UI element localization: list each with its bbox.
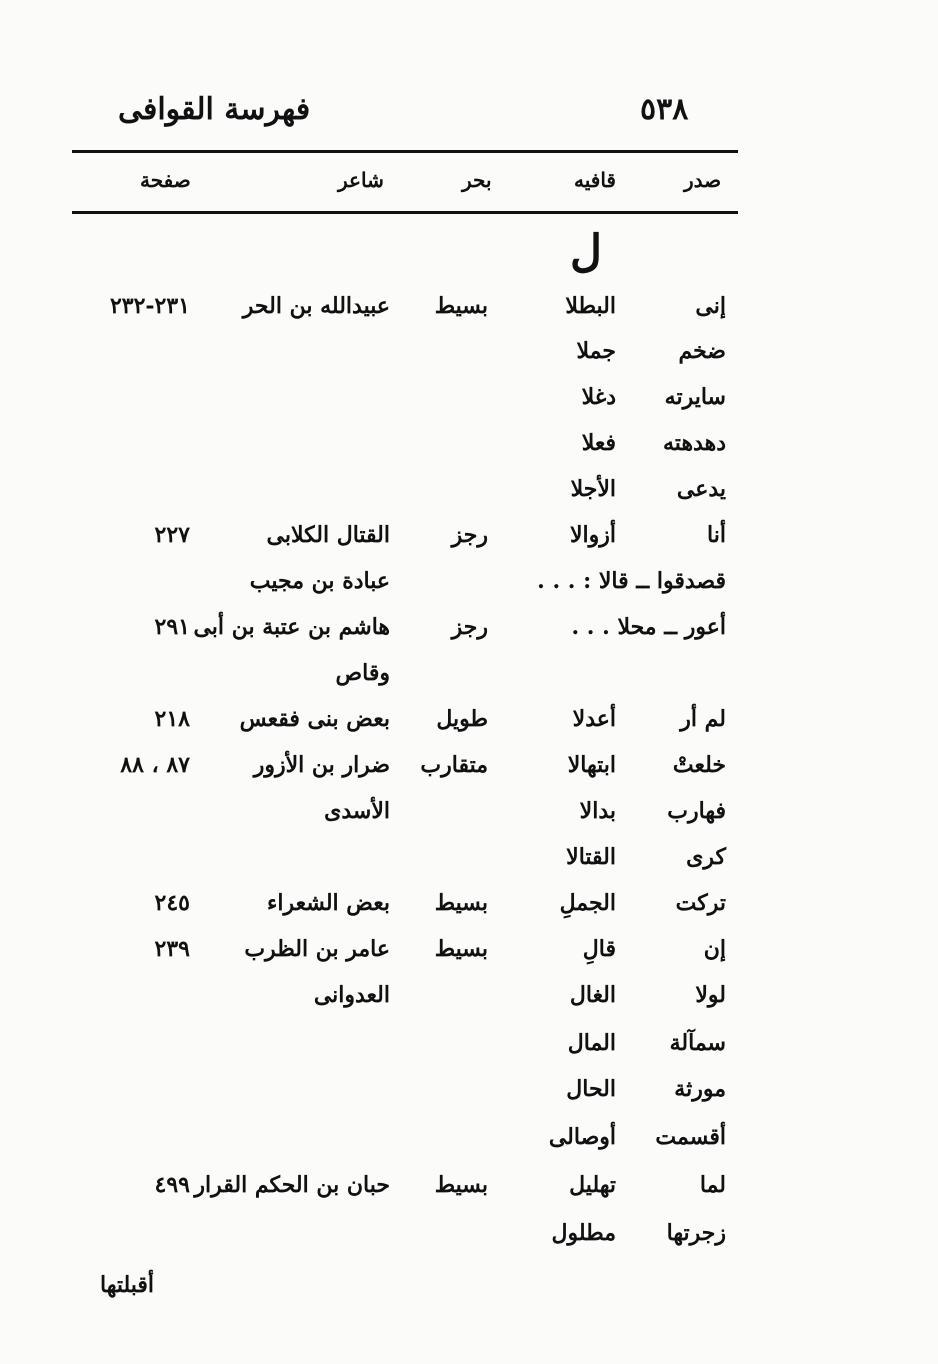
cell-qafia: تهليل [569,1172,616,1198]
cell-shaer: بعض الشعراء [267,890,390,916]
cell-safha: ٢٢٧ [154,522,190,548]
cell-qafia: مطلول [551,1220,616,1246]
cell-qafia: أوصالى [548,1124,616,1150]
page-number: ٥٣٨ [640,92,689,127]
cell-bahr: بسيط [434,1172,488,1198]
top-rule [72,150,738,153]
cell-qafia: المال [567,1030,616,1056]
cell-qafia: الأجلا [570,476,616,502]
cell-sadr: زجرتها [666,1220,726,1246]
cell-shaer: عبادة بن مجيب [249,568,390,594]
cell-bahr: بسيط [434,293,488,319]
cell-sadr: إن [703,936,726,962]
cell-safha: ٢٣١-٢٣٢ [109,293,190,319]
cell-sadr: فهارب [667,798,726,824]
cell-shaer: عامر بن الظرب [244,936,390,962]
cell-safha: ٤٩٩ [154,1172,190,1198]
cell-qafia: الغال [569,982,616,1008]
cell-sadr: لولا [695,982,726,1008]
cell-qafia: البطلا [565,293,616,319]
cell-shaer: حبان بن الحكم القرار [194,1172,390,1198]
cell-sadr: أعور ــ محلا . . . [571,614,726,640]
cell-shaer: القتال الكلابى [266,522,390,548]
cell-bahr: متقارب [420,752,488,778]
bottom-rule [72,211,738,214]
cell-qafia: دغلا [581,384,616,410]
cell-sadr: قصدقوا ــ قالا : . . . [537,568,726,594]
cell-sadr: تركت [675,890,726,916]
cell-shaer: الأسدى [324,798,390,824]
cell-safha: ٢٣٩ [154,936,190,962]
cell-qafia: الجملِ [559,890,616,916]
column-header-bahr: بحر [462,168,492,192]
cell-qafia: ابتهالا [567,752,616,778]
cell-shaer: وقاص [335,660,390,686]
cell-sadr: إنى [695,293,726,319]
cell-qafia: بدالا [579,798,616,824]
cell-sadr: خلعتْ [672,752,726,778]
cell-sadr: ضخم [678,338,726,364]
cell-shaer: العدوانى [313,982,390,1008]
cell-safha: ٢٤٥ [154,890,190,916]
cell-sadr: لما [699,1172,726,1198]
cell-shaer: هاشم بن عتبة بن أبى [193,614,390,640]
cell-sadr: سمآلة [669,1030,726,1056]
column-header-qafia: قافيه [574,168,616,192]
cell-safha: ٢١٨ [154,706,190,732]
cell-qafia: قالِ [582,936,616,962]
cell-sadr: مورثة [674,1076,726,1102]
column-header-safha: صفحة [140,168,191,192]
cell-shaer: ضرار بن الأزور [253,752,390,778]
cell-bahr: رجز [451,522,488,548]
cell-sadr: أنا [707,522,726,548]
cell-sadr: دهدهته [663,430,726,456]
cell-qafia: جملا [576,338,616,364]
cell-qafia: أعدلا [572,706,616,732]
column-header-shaer: شاعر [338,168,384,192]
section-letter: ل [570,226,602,277]
cell-qafia: فعلا [581,430,616,456]
cell-qafia: الحال [566,1076,616,1102]
cell-bahr: بسيط [434,936,488,962]
cell-sadr: كرى [686,844,726,870]
cell-shaer: عبيدالله بن الحر [242,293,390,319]
cell-safha: ٢٩١ [154,614,190,640]
cell-sadr: سايرته [664,384,726,410]
page-title: فهرسة القوافى [118,92,311,127]
cell-qafia: القتالا [566,844,616,870]
cell-sadr: لم أر [680,706,726,732]
cell-bahr: طويل [436,706,488,732]
cell-bahr: رجز [451,614,488,640]
cell-sadr: أقسمت [655,1124,726,1150]
catchword: أقبلتها [100,1272,155,1298]
cell-sadr: يدعى [676,476,726,502]
column-header-sadr: صدر [684,168,722,192]
cell-safha: ٨٧ ، ٨٨ [120,752,190,778]
cell-bahr: بسيط [434,890,488,916]
cell-shaer: بعض بنى فقعس [239,706,390,732]
cell-qafia: أزوالا [569,522,616,548]
